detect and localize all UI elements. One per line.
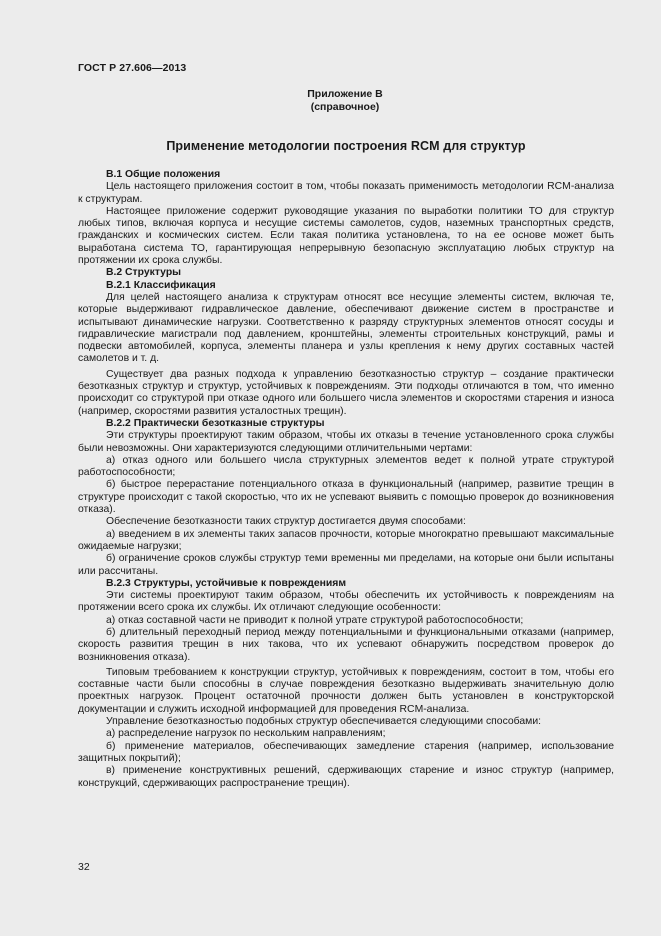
paragraph: б) длительный переходный период между потенциальными и функциональными отказами (например, скорость развития трещин в них такова, что их успевают обнаружить посредством проверок до возникновения отказа).: [78, 626, 614, 663]
paragraph: Управление безотказностью подобных структур обеспечивается следующими способами:: [106, 716, 542, 728]
paragraph: Эти системы проектируют таким образом, чтобы обеспечить их устойчивость к повреждениям на протяжении всего срока их службы. Их отличают следующие особенности:: [78, 590, 614, 614]
page-number: 32: [78, 861, 90, 873]
paragraph: Типовым требованием к конструкции структур, устойчивых к повреждениям, состоит в том, чтобы его составные части были способны в случае повреждения безотказно выдерживать значительную долю проектных нагрузок. Процент остаточной прочности должен быть установлен в конструкторской документации и служить исходной информацией для проведения RCM-анализа.: [78, 666, 614, 715]
annex-subtitle: (справочное): [310, 101, 380, 113]
paragraph: Цель настоящего приложения состоит в том, чтобы показать применимость методологии RCM-анализа к структурам.: [78, 181, 614, 205]
document-body: [78, 169, 614, 790]
paragraph: а) распределение нагрузок по нескольким направлениям;: [106, 728, 386, 740]
annex-label: [300, 88, 390, 114]
annex-title: Приложение В: [307, 88, 383, 100]
paragraph: Обеспечение безотказности таких структур достигается двумя способами:: [106, 516, 466, 528]
paragraph: в) применение конструктивных решений, сдерживающих старение и износ структур (например, конструкций, сдерживающих распространение трещин).: [78, 765, 614, 789]
section-heading: В.1 Общие положения: [106, 169, 221, 180]
paragraph: б) ограничение сроков службы структур теми временны ми пределами, на которые они были испытаны или рассчитаны.: [78, 553, 614, 577]
paragraph: б) быстрое перерастание потенциального отказа в функциональный (например, развитие трещин в структуре происходит с такой скоростью, что их не успевают выявить с помощью проверок до возникновения отказа).: [78, 479, 614, 516]
paragraph: а) отказ одного или большего числа структурных элементов ведет к полной утрате структурой работоспособности;: [78, 454, 614, 479]
standard-code: ГОСТ Р 27.606—2013: [78, 62, 187, 74]
section-heading: В.2.1 Классификация: [106, 279, 216, 291]
section-heading: В.2.3 Структуры, устойчивые к повреждениям: [106, 577, 347, 589]
paragraph: б) применение материалов, обеспечивающих замедление старения (например, использование защитных покрытий);: [78, 740, 614, 764]
paragraph: а) отказ составной части не приводит к полной утрате структурой работоспособности;: [106, 614, 524, 626]
section-heading: В.2 Структуры: [106, 267, 182, 279]
document-title: Применение методологии построения RCM для структур: [166, 139, 526, 153]
paragraph: Существует два разных подхода к управлению безотказностью структур – создание практически безотказных структур и структур, устойчивых к повреждениям. Эти подходы отличаются в том, что именно происходит со структурой при отказе одного или большего числа элементов и скоростями старения и износа (например, скоростями развития усталостных трещин).: [78, 368, 614, 417]
paragraph: Для целей настоящего анализа к структурам относят все несущие элементы систем, включая те, которые выдерживают гидравлическое давление, обеспечивают движение систем в пространстве и испытывают динамические нагрузки. Соответственно к разряду структурных элементов относят сосуды и гидравлические магистрали под давлением, кронштейны, элементы строительных конструкций, рамы и подвески автомобилей, корпуса, элементы планера и узлы крепления к нему других составных частей самолетов и т. д.: [78, 291, 614, 365]
section-heading: В.2.2 Практически безотказные структуры: [106, 417, 325, 429]
paragraph: Настоящее приложение содержит руководящие указания по выработки политики ТО для структур любых типов, включая корпуса и несущие системы самолетов, судов, наземных транспортных средств, гражданских и космических систем. Если такая политика установлена, то на ее основе может быть выработана система ТО, гарантирующая непрерывную безопасную эксплуатацию любых структур на протяжении их срока службы.: [78, 205, 614, 267]
paragraph: Эти структуры проектируют таким образом, чтобы их отказы в течение установленного срока службы были невозможны. Они характеризуются следующими отличительными чертами:: [78, 430, 614, 454]
paragraph: а) введением в их элементы таких запасов прочности, которые многократно превышают максимальные ожидаемые нагрузки;: [78, 528, 614, 552]
